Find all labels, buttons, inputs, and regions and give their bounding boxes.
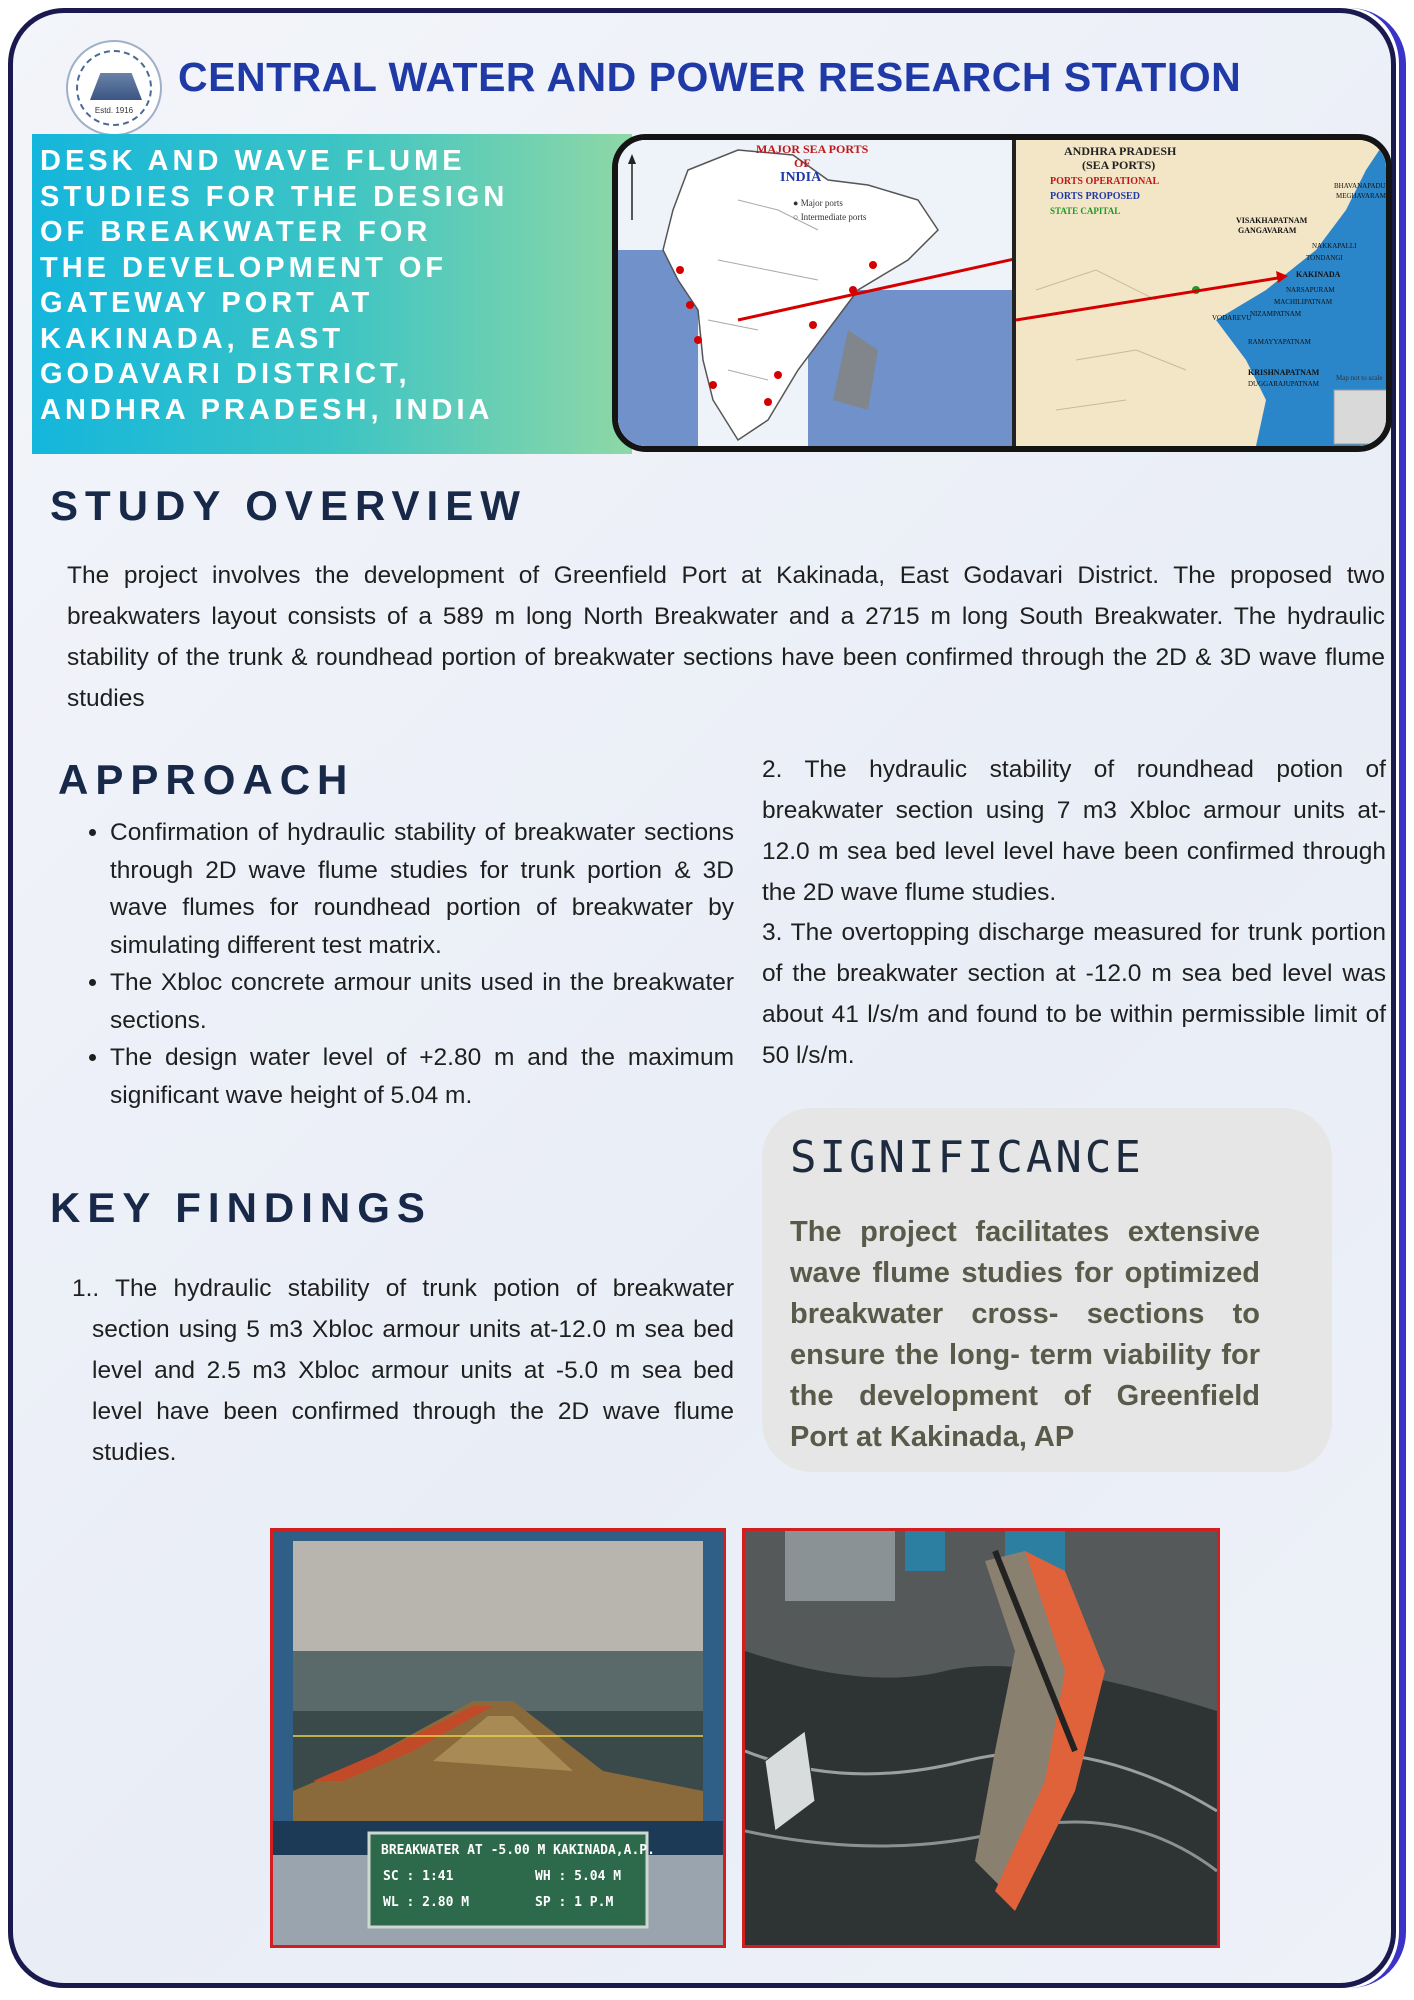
study-overview-heading: STUDY OVERVIEW [50,482,527,529]
port-label: TONDANGI [1306,254,1343,262]
india-map-title-of: OF [794,156,811,170]
india-ports-map [618,140,1012,446]
wave-flume-2d-photo [270,1528,726,1948]
banner-line: GODAVARI DISTRICT, [40,358,411,390]
banner-line: THE DEVELOPMENT OF [40,251,448,284]
banner-line: OF BREAKWATER FOR [40,216,432,248]
port-label: MEGHAVARAM [1336,192,1386,200]
significance-text: The project facilitates extensive wave flume studies for optimized breakwater cross- sections to ensure the long- term viability for the development of Greenfield Port at Kakinada, AP [790,1216,1260,1453]
india-map-title-country: INDIA [780,170,822,185]
legend-state-capital: STATE CAPITAL [1050,206,1121,216]
banner-line: GATEWAY PORT AT [40,287,374,319]
port-label: DUGGARAJUPATNAM [1248,380,1319,388]
study-overview-text: The project involves the development of Greenfield Port at Kakinada, East Godavari District. The proposed two breakwaters layout consists of a 589 m long North Breakwater and a 2715 m long South Breakwater. The hydraulic stability of the trunk & roundhead portion of breakwater sections have been confirmed through the 2D & 3D wave flume studies [67,562,1385,712]
logo-year-label: Estd. 1916 [94,106,134,115]
legend-ports-operational: PORTS OPERATIONAL [1050,176,1160,187]
port-label: VODAREVU [1212,314,1252,322]
port-label: RAMAYYAPATNAM [1248,338,1311,346]
legend-intermediate-ports: ○ Intermediate ports [793,212,867,222]
ap-map-title: ANDHRA PRADESH [1064,144,1177,158]
board-title: BREAKWATER AT -5.00 M KAKINADA,A.P. [381,1843,655,1858]
port-label: BHAVANAPADU [1334,182,1386,190]
key-findings-heading: KEY FINDINGS [50,1184,432,1231]
banner-line: DESK AND WAVE FLUME [40,145,466,177]
banner-line: STUDIES FOR THE DESIGN [40,180,509,213]
board-scale: SC : 1:41 [383,1869,454,1884]
approach-heading: APPROACH [58,756,355,803]
banner-line: ANDHRA PRADESH, INDIA [40,393,494,426]
port-label: KRISHNAPATNAM [1248,368,1320,377]
approach-item: • The Xbloc concrete armour units used in the breakwater sections. [110,964,734,1039]
port-label: NARSAPURAM [1286,286,1335,294]
port-label: MACHILIPATNAM [1274,298,1333,306]
approach-item: • The design water level of +2.80 m and the maximum significant wave height of 5.04 m. [110,1039,734,1114]
significance-heading: SIGNIFICANCE [790,1132,1144,1183]
legend-major-label: Major ports [800,198,843,208]
port-label: VISAKHAPATNAM [1236,216,1308,225]
map-scale-note: Map not to scale [1336,374,1383,382]
board-wave-height: WH : 5.04 M [535,1869,622,1884]
port-label: NIZAMPATNAM [1250,310,1302,318]
page-title: CENTRAL WATER AND POWER RESEARCH STATION [178,54,1242,100]
key-finding-2: 2. The hydraulic stability of roundhead potion of breakwater section using 7 m3 Xbloc armour units at-12.0 m sea bed level level have been confirmed through the 2D wave flume studies. [762,756,1386,906]
banner-title [40,144,620,428]
legend-major-ports: ● Major ports [793,198,843,208]
board-water-level: WL : 2.80 M [383,1895,470,1910]
flume-3d-graphic [745,1531,1217,1945]
cwprs-logo [66,40,162,136]
flume-2d-graphic [273,1531,723,1945]
ap-map-subtitle: (SEA PORTS) [1082,158,1156,172]
port-label: GANGAVARAM [1238,226,1297,235]
port-label: KAKINADA [1296,270,1341,279]
board-spectrum: SP : 1 P.M [535,1895,614,1910]
approach-list [70,814,734,1114]
approach-item: • Confirmation of hydraulic stability of breakwater sections through 2D wave flume studies for trunk portion & 3D wave flumes for roundhead portion of breakwater by simulating different test matrix. [110,814,734,964]
india-map-title: MAJOR SEA PORTS [756,142,869,156]
key-finding-3: 3. The overtopping discharge measured for trunk portion of the breakwater section at -12.0 m sea bed level was about 41 l/s/m and found to be within permissible limit of 50 l/s/m. [762,919,1386,1069]
port-maps-panel [612,134,1392,452]
wave-flume-3d-photo [742,1528,1220,1948]
key-finding-1: 1.. The hydraulic stability of trunk potion of breakwater section using 5 m3 Xbloc armour units at-12.0 m sea bed level and 2.5 m3 Xbloc armour units at -5.0 m sea bed level have been confirmed through the 2D wave flume studies. [72,1275,734,1466]
port-label: NAKKAPALLI [1312,242,1357,250]
legend-ports-proposed: PORTS PROPOSED [1050,191,1140,202]
banner-line: KAKINADA, EAST [40,322,345,355]
andhra-pradesh-ports-map [1016,140,1392,446]
legend-intermediate-label: Intermediate ports [800,212,867,222]
